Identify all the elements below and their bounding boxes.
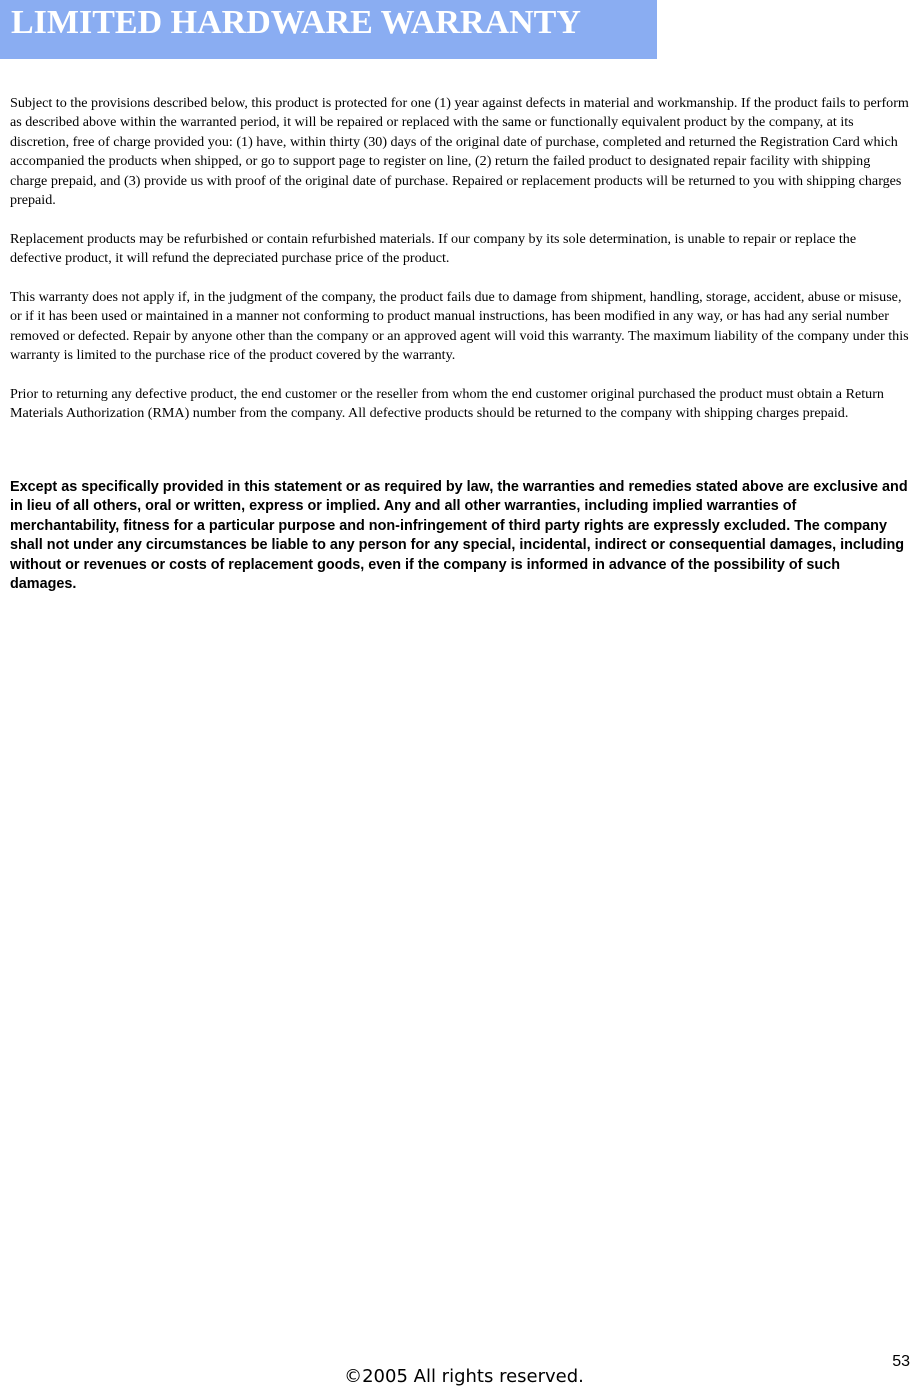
footer-copyright: ©2005 All rights reserved.	[344, 1366, 584, 1387]
warranty-paragraph-replacement: Replacement products may be refurbished or contain refurbished materials. If our company by its sole determination, is unable to repair or replace the defective product, it will refund the depreciated purchase price of the product.	[10, 230, 857, 267]
warranty-body	[10, 94, 909, 443]
warranty-paragraph-exclusions: This warranty does not apply if, in the judgment of the company, the product fails due to damage from shipment, handling, storage, accident, abuse or misuse, or if it has been used or maintained in a manner not conforming to product manual instructions, has been modified in any way, or has had any serial number removed or defected. Repair by anyone other than the company or an approved agent will void this warranty. The maximum liability of the company under this warranty is limited to the purchase rice of the product covered by the warranty.	[10, 289, 909, 364]
page-number: 53	[892, 1353, 910, 1370]
warranty-disclaimer: Except as specifically provided in this statement or as required by law, the warranties and remedies stated above are exclusive and in lieu of all others, oral or written, express or implied. Any and all other warranties, including implied warranties of merchantability, fitness for a particular purpose and non-infringement of third party rights are expressly excluded. The company shall not under any circumstances be liable to any person for any special, incidental, indirect or consequential damages, including without or revenues or costs of replacement goods, even if the company is informed in advance of the possibility of such damages.	[10, 479, 908, 593]
warranty-paragraph-rma: Prior to returning any defective product, the end customer or the reseller from whom the end customer original purchased the product must obtain a Return Materials Authorization (RMA) number from the company. All defective products should be returned to the company with shipping charges prepaid.	[10, 386, 884, 422]
warranty-paragraph-coverage: Subject to the provisions described below, this product is protected for one (1) year against defects in material and workmanship. If the product fails to perform as described above within the warranted period, it will be repaired or replaced with the same or functionally equivalent product by the company, at its discretion, free of charge provided you: (1) have, within thirty (30) days of the original date of purchase, completed and returned the Registration Card which accompanied the products when shipped, or go to support page to register on line, (2) return the failed product to designated repair facility with shipping charge prepaid, and (3) provide us with proof of the original date of purchase. Repaired or replacement products will be returned to you with shipping charges prepaid.	[10, 95, 909, 209]
page-title: LIMITED HARDWARE WARRANTY	[0, 0, 657, 59]
